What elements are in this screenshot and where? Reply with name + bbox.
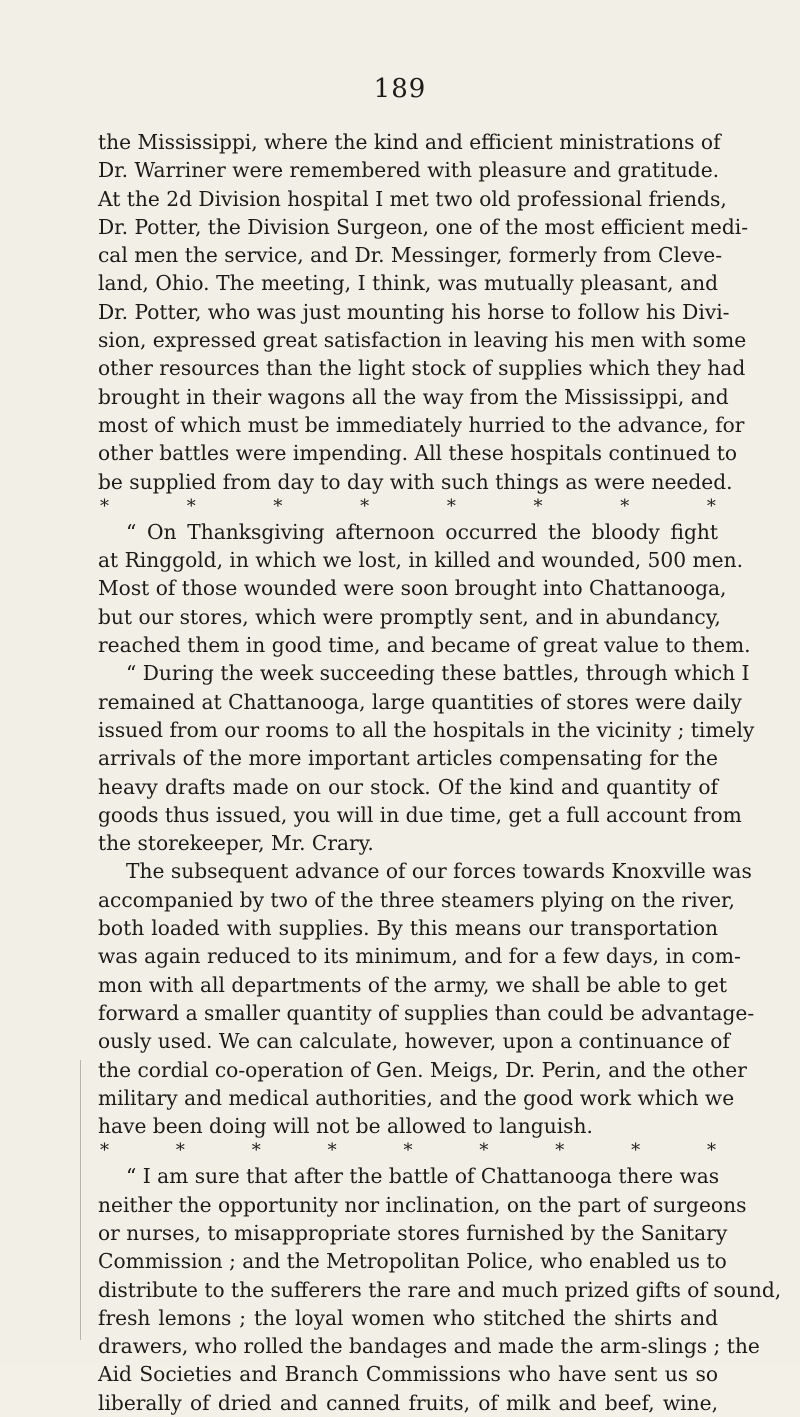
text-line: forward a smaller quantity of supplies than could be advantage-	[98, 1000, 755, 1025]
star-ornament: *	[175, 1140, 185, 1162]
text-line: Aid Societies and Branch Commissions who have sent us so	[98, 1362, 718, 1387]
star-ornament: *	[620, 495, 630, 517]
text-line: Commission ; and the Metropolitan Police, who enabled us to	[98, 1249, 727, 1274]
page-number: 189	[373, 74, 427, 104]
paragraph	[98, 518, 751, 659]
text-line: Dr. Potter, the Division Surgeon, one of the most efficient medi-	[98, 214, 749, 239]
section-break-stars	[98, 1140, 718, 1162]
text-line: fresh lemons ; the loyal women who stitched the shirts and	[98, 1305, 718, 1330]
section-break-stars	[98, 496, 718, 518]
text-line: be supplied from day to day with such things as were needed.	[98, 469, 733, 494]
text-line: ously used. We can calculate, however, upon a continuance of	[98, 1029, 730, 1054]
text-line: the storekeeper, Mr. Crary.	[98, 831, 374, 856]
star-ornament: *	[479, 1140, 489, 1162]
text-line: liberally of dried and canned fruits, of milk and beef, wine,	[98, 1390, 718, 1415]
star-ornament: *	[533, 495, 543, 517]
text-line: the cordial co-operation of Gen. Meigs, Dr. Perin, and the other	[98, 1057, 747, 1082]
text-line: neither the opportunity nor inclination, on the part of surgeons	[98, 1192, 747, 1217]
paragraph	[98, 857, 755, 1140]
star-ornament: *	[186, 495, 196, 517]
text-line: Most of those wounded were soon brought into Chattanooga,	[98, 576, 727, 601]
text-line: Dr. Potter, who was just mounting his horse to follow his Divi-	[98, 299, 730, 324]
star-ornament: *	[707, 1140, 716, 1162]
text-line: both loaded with supplies. By this means our transportation	[98, 916, 718, 941]
text-line: reached them in good time, and became of great value to them.	[98, 633, 751, 658]
text-line: drawers, who rolled the bandages and made the arm-slings ; the	[98, 1334, 760, 1359]
text-line: cal men the service, and Dr. Messinger, formerly from Cleve-	[98, 243, 723, 268]
text-line: but our stores, which were promptly sent, and in abundancy,	[98, 604, 721, 629]
text-line: or nurses, to misappropriate stores furnished by the Sanitary	[98, 1220, 728, 1245]
text-line: heavy drafts made on our stock. Of the kind and quantity of	[98, 774, 718, 799]
text-line: The subsequent advance of our forces towards Knoxville was	[126, 859, 752, 884]
text-line: have been doing will not be allowed to languish.	[98, 1114, 593, 1139]
text-line: distribute to the sufferers the rare and much prized gifts of sound,	[98, 1277, 782, 1302]
text-line: arrivals of the more important articles compensating for the	[98, 746, 718, 771]
paragraph	[98, 128, 749, 496]
star-ornament: *	[631, 1140, 641, 1162]
text-line: “ During the week succeeding these battles, through which I	[126, 661, 750, 686]
star-ornament: *	[251, 1140, 261, 1162]
star-ornament: *	[446, 495, 456, 517]
text-line: land, Ohio. The meeting, I think, was mutually pleasant, and	[98, 271, 718, 296]
text-line: issued from our rooms to all the hospitals in the vicinity ; timely	[98, 717, 755, 742]
star-ornament: *	[273, 495, 283, 517]
page-text	[98, 128, 782, 1417]
star-ornament: *	[555, 1140, 565, 1162]
star-ornament: *	[100, 495, 109, 517]
text-line: goods thus issued, you will in due time, get a full account from	[98, 802, 742, 827]
star-ornament: *	[327, 1140, 337, 1162]
text-line: sion, expressed great satisfaction in leaving his men with some	[98, 328, 747, 353]
text-line: most of which must be immediately hurried to the advance, for	[98, 412, 745, 437]
text-line: At the 2d Division hospital I met two old professional friends,	[98, 186, 727, 211]
text-line: other battles were impending. All these hospitals continued to	[98, 441, 738, 466]
text-line: military and medical authorities, and the good work which we	[98, 1085, 735, 1110]
star-ornament: *	[403, 1140, 413, 1162]
text-line: mon with all departments of the army, we shall be able to get	[98, 972, 727, 997]
text-line: was again reduced to its minimum, and for a few days, in com-	[98, 944, 741, 969]
text-line: “ On Thanksgiving afternoon occurred the bloody fight	[126, 519, 718, 544]
text-line: accompanied by two of the three steamers plying on the river,	[98, 887, 735, 912]
star-ornament: *	[360, 495, 370, 517]
text-line: the Mississippi, where the kind and efficient ministrations of	[98, 130, 721, 154]
text-line: remained at Chattanooga, large quantities of stores were daily	[98, 689, 742, 714]
margin-mark	[80, 1060, 81, 1340]
text-line: “ I am sure that after the battle of Chattanooga there was	[126, 1164, 720, 1189]
paragraph	[98, 1162, 782, 1417]
star-ornament: *	[706, 495, 716, 517]
text-line: brought in their wagons all the way from the Mississippi, and	[98, 384, 729, 409]
paragraph	[98, 659, 755, 857]
text-line: Dr. Warriner were remembered with pleasure and gratitude.	[98, 158, 720, 183]
text-line: other resources than the light stock of supplies which they had	[98, 356, 746, 381]
star-ornament: *	[100, 1140, 109, 1162]
text-line: at Ringgold, in which we lost, in killed and wounded, 500 men.	[98, 548, 743, 573]
